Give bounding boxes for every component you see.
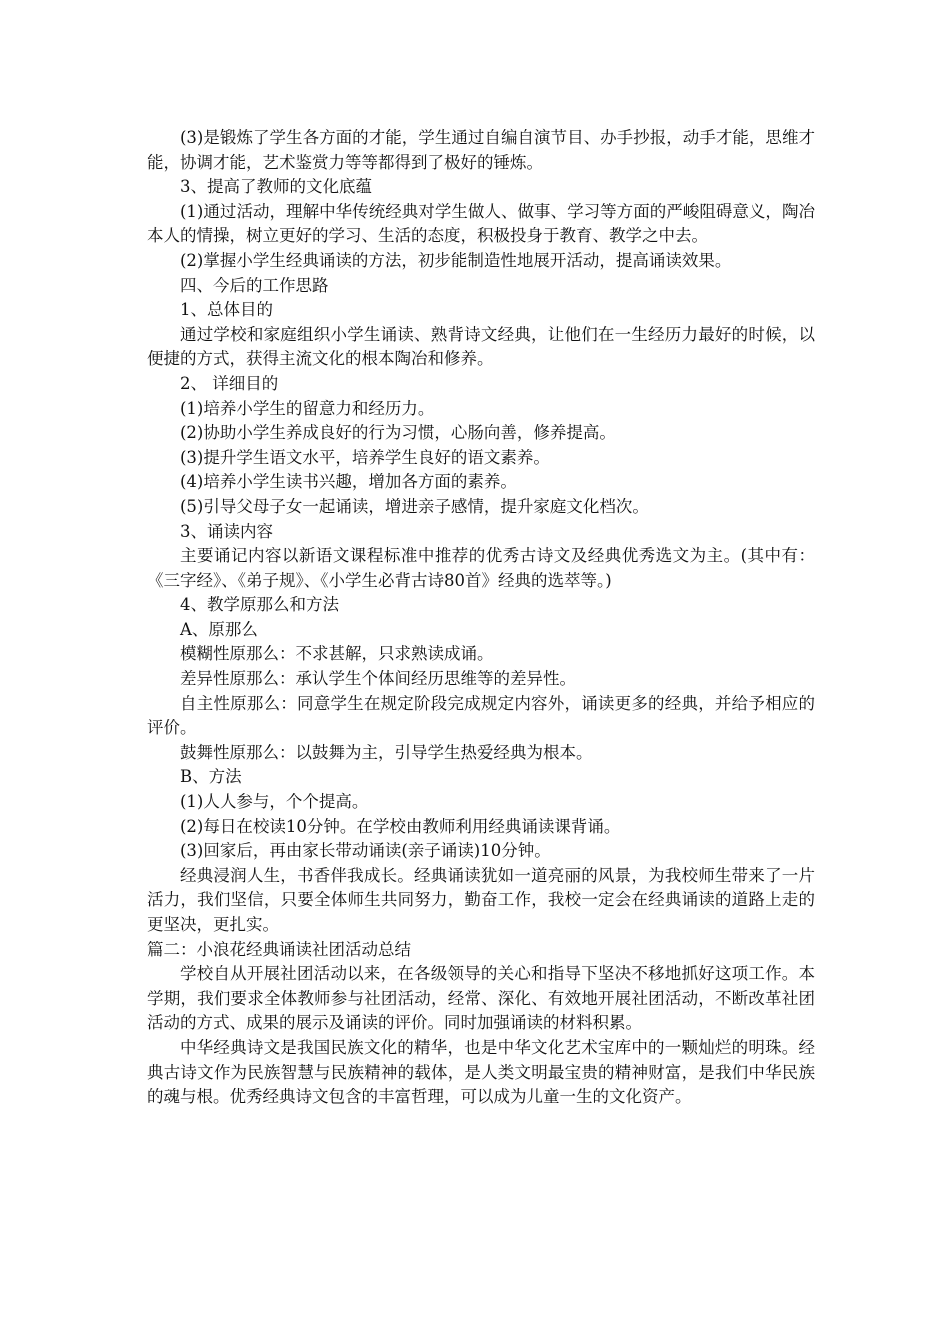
article-title: 篇二：小浪花经典诵读社团活动总结 [147,939,411,959]
list-item: (4)培养小学生读书兴趣，增加各方面的素养。 [180,472,517,492]
list-item: (2)协助小学生养成良好的行为习惯，心肠向善，修养提高。 [180,423,616,443]
paragraph: (1)通过活动，理解中华传统经典对学生做人、做事、学习等方面的严峻阻碍意义，陶冶本人的情操，树立更好的学习、生活的态度，积极投身于教育、教学之中去。 [147,201,815,246]
list-item: 自主性原那么：同意学生在规定阶段完成规定内容外，诵读更多的经典，并给予相应的评价。 [147,693,815,738]
section-heading: 3、诵读内容 [180,521,273,541]
section-heading: 2、 详细目的 [180,373,279,393]
document-page [147,126,815,1110]
list-item: (1)培养小学生的留意力和经历力。 [180,398,435,418]
paragraph: 通过学校和家庭组织小学生诵读、熟背诗文经典，让他们在一生经历力最好的时候，以便捷的方式，获得主流文化的根本陶冶和修养。 [147,324,815,369]
list-item: 差异性原那么：承认学生个体间经历思维等的差异性。 [180,669,576,689]
section-heading: 4、教学原那么和方法 [180,595,339,615]
list-item: 鼓舞性原那么：以鼓舞为主，引导学生热爱经典为根本。 [180,742,593,762]
paragraph: 学校自从开展社团活动以来，在各级领导的关心和指导下坚决不移地抓好这项工作。本学期，我们要求全体教师参与社团活动，经常、深化、有效地开展社团活动，不断改革社团活动的方式、成果的展示及诵读的评价。同时加强诵读的材料积累。 [147,964,815,1033]
paragraph: 主要诵记内容以新语文课程标准中推荐的优秀古诗文及经典优秀选文为主。(其中有：《三字经》、《弟子规》、《小学生必背古诗80首》经典的选萃等。) [147,546,815,590]
paragraph: 中华经典诗文是我国民族文化的精华，也是中华文化艺术宝库中的一颗灿烂的明珠。经典古诗文作为民族智慧与民族精神的载体，是人类文明最宝贵的精神财富，是我们中华民族的魂与根。优秀经典诗文包含的丰富哲理，可以成为儿童一生的文化资产。 [147,1037,815,1107]
section-heading: 1、总体目的 [180,300,273,320]
section-heading: A、原那么 [180,619,258,639]
paragraph: (3)是锻炼了学生各方面的才能，学生通过自编自演节目、办手抄报，动手才能，思维才能，协调才能，艺术鉴赏力等等都得到了极好的锤炼。 [147,128,815,172]
paragraph: (2)掌握小学生经典诵读的方法，初步能制造性地展开活动，提高诵读效果。 [180,250,732,270]
list-item: (3)回家后，再由家长带动诵读(亲子诵读)10分钟。 [180,841,551,861]
list-item: (5)引导父母子女一起诵读，增进亲子感情，提升家庭文化档次。 [180,496,649,516]
paragraph: 经典浸润人生，书香伴我成长。经典诵读犹如一道亮丽的风景，为我校师生带来了一片活力，我们坚信，只要全体师生共同努力，勤奋工作，我校一定会在经典诵读的道路上走的更坚决，更扎实。 [147,865,815,934]
section-heading: 四、今后的工作思路 [180,275,329,295]
list-item: (1)人人参与，个个提高。 [180,792,369,812]
list-item: (2)每日在校读10分钟。在学校由教师利用经典诵读课背诵。 [180,816,621,836]
list-item: (3)提升学生语文水平，培养学生良好的语文素养。 [180,447,550,467]
list-item: 模糊性原那么：不求甚解，只求熟读成诵。 [180,644,494,664]
section-heading: 3、提高了教师的文化底蕴 [180,177,372,197]
section-heading: B、方法 [180,767,242,787]
